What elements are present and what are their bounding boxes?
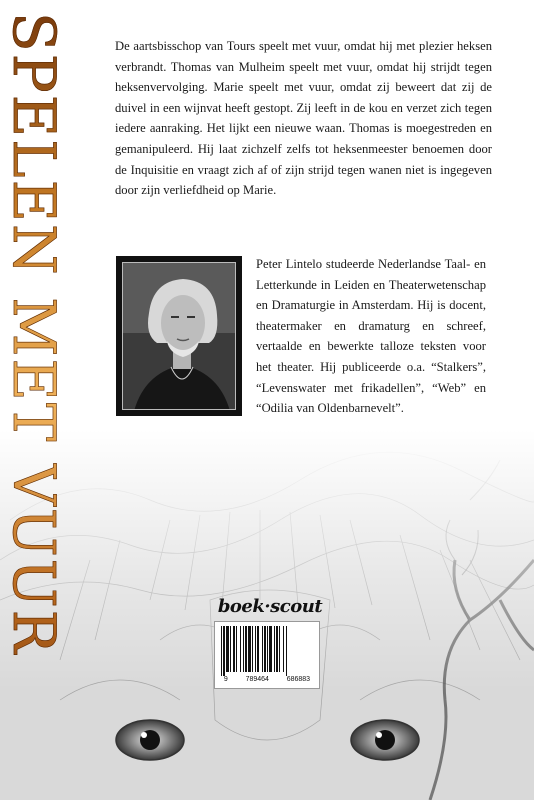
barcode-bar bbox=[252, 626, 253, 672]
barcode-bar bbox=[283, 626, 284, 672]
barcode-bar bbox=[286, 626, 287, 676]
barcode-bar bbox=[257, 626, 259, 672]
barcode-bar bbox=[245, 626, 247, 672]
barcode-bars bbox=[215, 622, 319, 678]
barcode-bar bbox=[248, 626, 251, 672]
book-blurb: De aartsbisschop van Tours speelt met vuur, omdat hij met plezier heksen verbrandt. Thomas van Mulheim speelt met vuur, omdat hij strijdt tegen heksenvervolging. Marie speelt met vuur, omdat zij beweert dat zij de duivel in een wijnvat heeft gestopt. Zij leeft in de kou en verzet zich tegen iedere aanraking. Het lijkt een nieuwe waan. Thomas is moegestreden en gemanipuleerd. Hij laat zichzelf zelfs tot heksenmeester benoemen door de Inquisitie en vraagt zich af of zijn strijd tegen wanen niet is ingegeven door zijn verliefdheid op Marie. bbox=[115, 39, 492, 198]
barcode-bar bbox=[221, 626, 222, 676]
barcode-bar bbox=[236, 626, 237, 672]
author-portrait-image bbox=[123, 263, 236, 410]
barcode-bar bbox=[255, 626, 256, 672]
barcode-bar bbox=[279, 626, 280, 672]
barcode-bar bbox=[274, 626, 275, 672]
barcode-digit-group: 686883 bbox=[286, 676, 311, 683]
barcode-digit-group: 9 bbox=[223, 676, 228, 683]
barcode-bar bbox=[243, 626, 244, 672]
author-photo bbox=[116, 256, 242, 416]
author-bio: Peter Lintelo studeerde Nederlandse Taal- en Letterkunde in Leiden en Theaterwetenschap en Dramaturgie in Amsterdam. Hij is docent, theatermaker en dramaturg en schreef, vertaalde en bewerkte talloze teksten voor het theater. Hij publiceerde o.a. “Stalkers”, “Levenswater met frikadellen”, “Web” en “Odilia van Oldenbarnevelt”. bbox=[256, 257, 486, 416]
barcode-bar bbox=[230, 626, 231, 672]
spine-title: SPELEN MET VUUR bbox=[6, 12, 62, 796]
barcode-digit-group: 789464 bbox=[245, 676, 269, 683]
barcode-bar bbox=[226, 626, 229, 672]
barcode-bar bbox=[269, 626, 272, 672]
isbn-barcode bbox=[214, 621, 320, 689]
barcode-bar bbox=[276, 626, 278, 672]
publisher-logo: boek·scout bbox=[217, 596, 323, 617]
barcode-bar bbox=[233, 626, 235, 672]
barcode-bar bbox=[223, 626, 225, 676]
barcode-bar bbox=[267, 626, 268, 672]
barcode-digits bbox=[215, 676, 319, 683]
barcode-bar bbox=[240, 626, 241, 672]
barcode-bar bbox=[262, 626, 263, 672]
barcode-bar bbox=[264, 626, 266, 672]
